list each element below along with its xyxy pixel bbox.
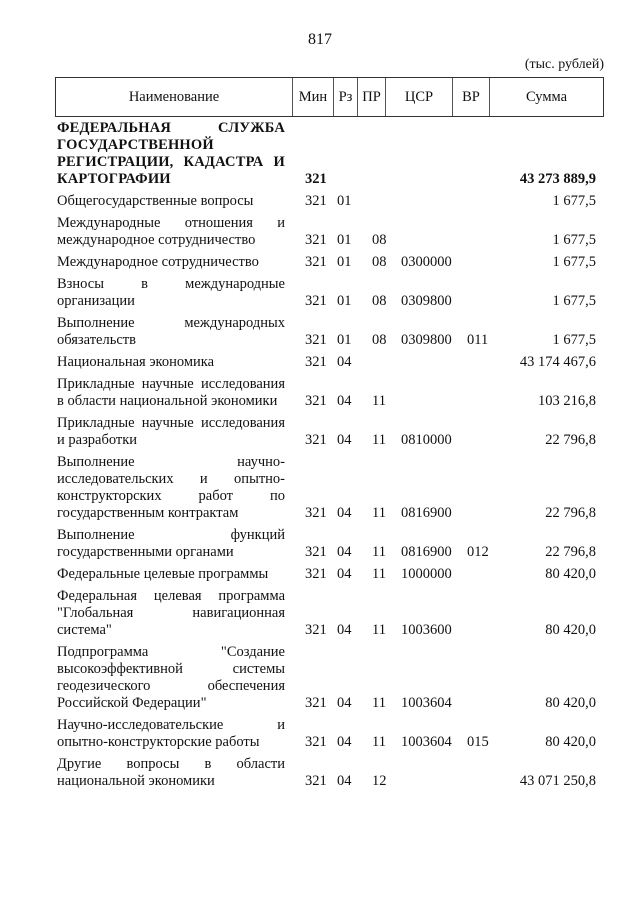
cell-min: 321: [305, 695, 327, 711]
units-label: (тыс. рублей): [524, 57, 604, 72]
cell-csr: 1003604: [401, 734, 452, 750]
header-sum: Сумма: [525, 88, 568, 105]
header-rz: Рз: [334, 78, 358, 116]
cell-min: 321: [305, 773, 327, 789]
cell-sum: 43 174 467,6: [519, 354, 596, 370]
cell-sum: 80 420,0: [545, 734, 596, 750]
cell-name: Взносы в международные организации: [57, 276, 285, 309]
cell-vr: 012: [467, 544, 489, 560]
cell-sum: 103 216,8: [538, 393, 596, 409]
table-row: [55, 415, 604, 449]
cell-sum: 1 677,5: [552, 193, 596, 209]
table-body: [55, 118, 604, 790]
cell-name: Научно-исследовательские и опытно-конструкторские работы: [57, 717, 285, 750]
table-row: [55, 566, 604, 583]
cell-name: Национальная экономика: [57, 354, 215, 370]
cell-sum: 1 677,5: [552, 332, 596, 348]
header-pr: ПР: [358, 78, 386, 116]
cell-vr: 015: [467, 734, 489, 750]
table-row: [55, 120, 604, 188]
cell-rz: 01: [337, 332, 352, 348]
cell-rz: 04: [337, 354, 352, 370]
cell-pr: 11: [372, 622, 386, 638]
cell-pr: 11: [372, 393, 386, 409]
cell-csr: 0300000: [401, 254, 452, 270]
cell-sum: 1 677,5: [552, 232, 596, 248]
cell-rz: 01: [337, 254, 352, 270]
cell-csr: 0309800: [401, 332, 452, 348]
cell-min: 321: [305, 171, 327, 187]
cell-rz: 04: [337, 734, 352, 750]
cell-min: 321: [305, 254, 327, 270]
cell-name: Выполнение научно-исследовательских и опытно-конструкторских работ по государственным контрактам: [57, 454, 285, 521]
cell-sum: 1 677,5: [552, 254, 596, 270]
header-csr: ЦСР: [386, 78, 453, 116]
cell-rz: 04: [337, 622, 352, 638]
table-row: [55, 527, 604, 561]
cell-csr: 1003604: [401, 695, 452, 711]
cell-pr: 08: [372, 293, 387, 309]
cell-sum: 80 420,0: [545, 695, 596, 711]
cell-name: Международные отношения и международное сотрудничество: [57, 215, 285, 248]
cell-min: 321: [305, 393, 327, 409]
table-row: [55, 254, 604, 271]
page-number: 817: [308, 31, 332, 48]
cell-min: 321: [305, 432, 327, 448]
cell-rz: 04: [337, 773, 352, 789]
table-row: [55, 756, 604, 790]
header-name: Наименование: [56, 78, 293, 116]
table-row: [55, 193, 604, 210]
cell-name: Выполнение международных обязательств: [57, 315, 285, 348]
cell-min: 321: [305, 332, 327, 348]
cell-name: Международное сотрудничество: [57, 254, 259, 270]
cell-sum: 22 796,8: [545, 544, 596, 560]
cell-rz: 04: [337, 393, 352, 409]
table-row: [55, 644, 604, 712]
header-vr: ВР: [453, 78, 490, 116]
cell-min: 321: [305, 354, 327, 370]
cell-sum: 22 796,8: [545, 432, 596, 448]
cell-csr: 0309800: [401, 293, 452, 309]
cell-min: 321: [305, 293, 327, 309]
cell-min: 321: [305, 566, 327, 582]
cell-name: Прикладные научные исследования в области национальной экономики: [57, 376, 285, 409]
table-row: [55, 215, 604, 249]
cell-name: ФЕДЕРАЛЬНАЯ СЛУЖБА ГОСУДАРСТВЕННОЙ РЕГИСТРАЦИИ, КАДАСТРА И КАРТОГРАФИИ: [57, 120, 285, 187]
cell-rz: 01: [337, 193, 352, 209]
table-row: [55, 454, 604, 522]
table-row: [55, 354, 604, 371]
table-row: [55, 276, 604, 310]
cell-pr: 11: [372, 544, 386, 560]
cell-min: 321: [305, 734, 327, 750]
cell-pr: 08: [372, 232, 387, 248]
cell-pr: 08: [372, 254, 387, 270]
cell-csr: 1000000: [401, 566, 452, 582]
cell-sum: 22 796,8: [545, 505, 596, 521]
cell-name: Федеральные целевые программы: [57, 566, 269, 582]
cell-rz: 04: [337, 505, 352, 521]
cell-min: 321: [305, 232, 327, 248]
table-row: [55, 717, 604, 751]
cell-name: Другие вопросы в области национальной экономики: [57, 756, 285, 789]
cell-name: Федеральная целевая программа "Глобальная навигационная система": [57, 588, 285, 638]
cell-sum: 80 420,0: [545, 622, 596, 638]
header-min: Мин: [293, 78, 334, 116]
cell-csr: 0816900: [401, 544, 452, 560]
cell-sum: 80 420,0: [545, 566, 596, 582]
cell-pr: 08: [372, 332, 387, 348]
cell-pr: 11: [372, 566, 386, 582]
cell-min: 321: [305, 193, 327, 209]
cell-sum: 1 677,5: [552, 293, 596, 309]
cell-rz: 04: [337, 432, 352, 448]
cell-pr: 11: [372, 734, 386, 750]
cell-name: Общегосударственные вопросы: [57, 193, 254, 209]
cell-sum: 43 071 250,8: [519, 773, 596, 789]
table-row: [55, 376, 604, 410]
cell-csr: 0810000: [401, 432, 452, 448]
cell-name: Выполнение функций государственными органами: [57, 527, 285, 560]
cell-name: Прикладные научные исследования и разработки: [57, 415, 285, 448]
cell-csr: 0816900: [401, 505, 452, 521]
table-row: [55, 588, 604, 639]
cell-rz: 01: [337, 232, 352, 248]
cell-vr: 011: [467, 332, 489, 348]
table-row: [55, 315, 604, 349]
cell-min: 321: [305, 622, 327, 638]
cell-name: Подпрограмма "Создание высокоэффективной системы геодезического обеспечения Российской Федерации": [57, 644, 285, 711]
cell-rz: 04: [337, 544, 352, 560]
cell-rz: 04: [337, 695, 352, 711]
cell-pr: 12: [372, 773, 387, 789]
cell-min: 321: [305, 505, 327, 521]
cell-rz: 01: [337, 293, 352, 309]
cell-sum: 43 273 889,9: [519, 171, 596, 187]
cell-pr: 11: [372, 505, 386, 521]
cell-csr: 1003600: [401, 622, 452, 638]
table-header: [55, 77, 604, 117]
cell-rz: 04: [337, 566, 352, 582]
cell-min: 321: [305, 544, 327, 560]
cell-pr: 11: [372, 432, 386, 448]
cell-pr: 11: [372, 695, 386, 711]
